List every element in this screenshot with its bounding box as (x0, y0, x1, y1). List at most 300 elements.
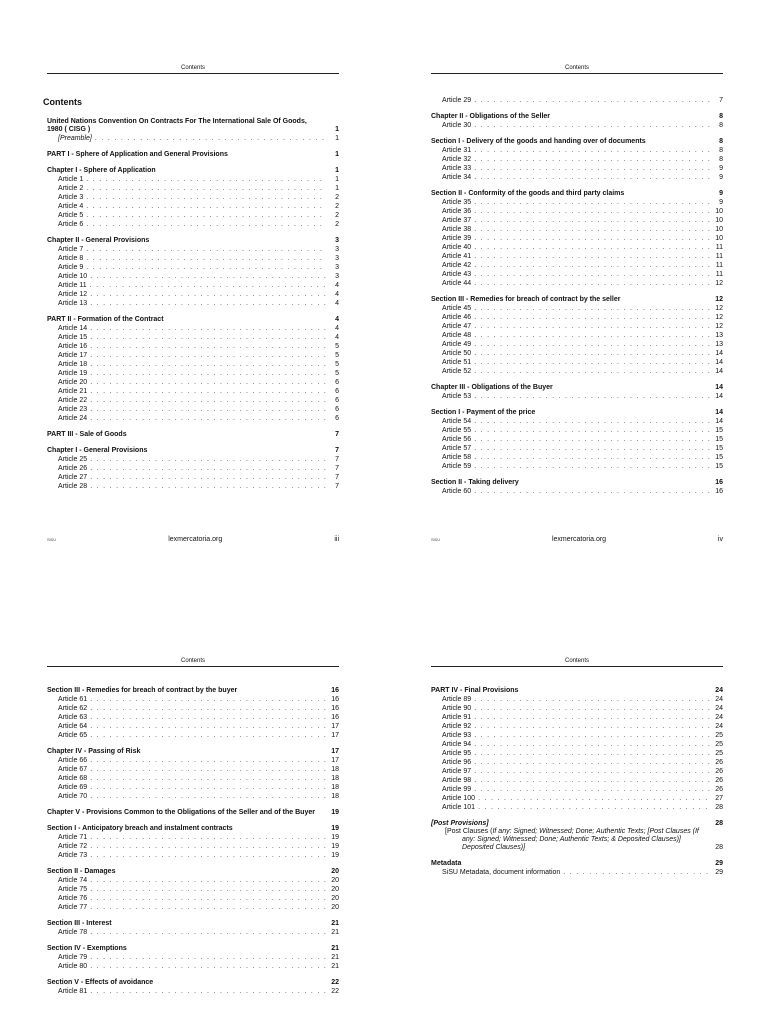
entry-page-number: 21 (331, 954, 339, 961)
section-title: PART III - Sale of Goods (47, 431, 127, 438)
toc-entry[interactable] (431, 435, 723, 444)
entry-label: Article 39 (442, 235, 472, 242)
entry-label: Article 65 (58, 732, 88, 739)
entry-page-number: 20 (331, 895, 339, 902)
dot-leader (474, 304, 710, 313)
entry-page-number: 1 (335, 185, 339, 192)
contents-title: Contents (43, 97, 82, 107)
toc-entry[interactable] (47, 281, 339, 290)
toc-entry[interactable] (431, 198, 723, 207)
toc-entry[interactable] (431, 304, 723, 313)
toc-entry[interactable] (47, 756, 339, 765)
dot-leader (90, 378, 326, 387)
entry-page-number: 11 (715, 271, 723, 278)
entry-page-number: 24 (715, 696, 723, 703)
entry-page-number: 15 (715, 445, 723, 452)
toc-entry[interactable] (431, 794, 723, 803)
toc-entry[interactable] (431, 261, 723, 270)
header-rule (431, 666, 723, 667)
entry-label-part: Deposited Clauses)] (462, 844, 526, 851)
entry-label: Article 5 (58, 212, 84, 219)
dot-leader (474, 453, 710, 462)
toc-entry[interactable] (47, 962, 339, 971)
entry-page-number: 16 (715, 488, 723, 495)
toc-entry[interactable] (431, 164, 723, 173)
dot-leader (90, 713, 326, 722)
toc-body (431, 96, 723, 496)
toc-section (47, 748, 339, 801)
footer-sisu-mark: SiSU (47, 537, 57, 542)
entry-page-number: 24 (715, 705, 723, 712)
toc-section (47, 167, 339, 229)
entry-page-number: 7 (719, 97, 723, 104)
toc-section-heading[interactable] (47, 151, 339, 159)
section-title: Chapter I - Sphere of Application (47, 167, 156, 174)
entry-page-number: 24 (715, 723, 723, 730)
entry-page-number: 25 (715, 750, 723, 757)
entry-page-number: 18 (331, 793, 339, 800)
entry-label: Article 60 (442, 488, 472, 495)
toc-entry[interactable] (47, 987, 339, 996)
toc-section-heading[interactable] (431, 138, 723, 146)
toc-entry[interactable] (431, 713, 723, 722)
toc-entry[interactable] (431, 731, 723, 740)
entry-page-number: 12 (715, 305, 723, 312)
dot-leader (474, 146, 710, 155)
toc-entry[interactable] (431, 776, 723, 785)
toc-entry[interactable] (47, 405, 339, 414)
toc-section-heading[interactable] (431, 384, 723, 392)
toc-entry[interactable] (47, 193, 339, 202)
toc-entry[interactable] (47, 774, 339, 783)
toc-entry[interactable] (431, 453, 723, 462)
entry-page-number: 5 (335, 352, 339, 359)
entry-page-number: 8 (719, 156, 723, 163)
toc-entry[interactable] (431, 785, 723, 794)
toc-entry[interactable] (431, 487, 723, 496)
section-page-number: 1 (335, 126, 339, 133)
entry-page-number: 3 (335, 273, 339, 280)
toc-entry[interactable] (431, 313, 723, 322)
toc-entry[interactable] (47, 455, 339, 464)
entry-label: Article 78 (58, 929, 88, 936)
toc-section-heading[interactable] (431, 820, 723, 828)
toc-entry[interactable] (431, 243, 723, 252)
entry-page-number: 1 (335, 176, 339, 183)
entry-label: Article 11 (58, 282, 87, 289)
toc-section-heading[interactable] (431, 409, 723, 417)
toc-entry[interactable] (47, 175, 339, 184)
dot-leader (474, 96, 710, 105)
entry-page-number: 1 (335, 135, 339, 142)
entry-page-number: 20 (331, 904, 339, 911)
toc-section (47, 809, 339, 817)
toc-section (431, 409, 723, 471)
toc-section (431, 190, 723, 288)
toc-section-heading[interactable] (47, 687, 339, 695)
entry-page-number: 7 (335, 456, 339, 463)
entry-label: Article 28 (58, 483, 88, 490)
toc-entry[interactable] (431, 121, 723, 130)
dot-leader (474, 349, 710, 358)
section-title: Section III - Remedies for breach of contract by the seller (431, 296, 621, 303)
entry-label: Article 32 (442, 156, 472, 163)
toc-entry[interactable] (431, 216, 723, 225)
section-page-number: 21 (331, 920, 339, 927)
toc-section-heading[interactable] (431, 190, 723, 198)
entry-page-number: 13 (715, 332, 723, 339)
dot-leader (474, 243, 710, 252)
entry-page-number: 12 (715, 280, 723, 287)
toc-entry[interactable] (431, 252, 723, 261)
entry-page-number: 17 (331, 757, 339, 764)
toc-entry[interactable] (431, 322, 723, 331)
toc-entry[interactable] (47, 396, 339, 405)
toc-entry[interactable] (47, 464, 339, 473)
toc-entry[interactable] (47, 731, 339, 740)
section-page-number: 19 (331, 825, 339, 832)
dot-leader (474, 252, 710, 261)
entry-label: Article 24 (58, 415, 88, 422)
entry-page-number: 7 (335, 465, 339, 472)
dot-leader (474, 121, 710, 130)
dot-leader (90, 299, 326, 308)
dot-leader (90, 756, 326, 765)
dot-leader (474, 767, 710, 776)
dot-leader (90, 281, 326, 290)
footer-site[interactable]: lexmercatoria.org (551, 536, 607, 543)
entry-page-number: 5 (335, 343, 339, 350)
toc-entry[interactable] (47, 342, 339, 351)
entry-label: Article 25 (58, 456, 88, 463)
entry-page-number: 19 (331, 843, 339, 850)
entry-label: Article 44 (442, 280, 472, 287)
dot-leader (90, 272, 326, 281)
toc-section (47, 237, 339, 308)
toc-section (431, 479, 723, 496)
entry-label: Article 9 (58, 264, 84, 271)
dot-leader (90, 290, 326, 299)
entry-page-number: 14 (715, 350, 723, 357)
toc-entry[interactable] (431, 358, 723, 367)
entry-page-number: 14 (715, 393, 723, 400)
toc-entry[interactable] (431, 749, 723, 758)
dot-leader (90, 833, 326, 842)
entry-label: Article 93 (442, 732, 472, 739)
toc-entry[interactable] (431, 270, 723, 279)
toc-entry[interactable] (47, 202, 339, 211)
toc-entry[interactable] (431, 225, 723, 234)
section-page-number: 9 (719, 190, 723, 197)
section-page-number: 4 (335, 316, 339, 323)
toc-entry[interactable] (47, 722, 339, 731)
dot-leader (90, 792, 326, 801)
toc-entry[interactable] (431, 349, 723, 358)
entry-label: Article 27 (58, 474, 88, 481)
dot-leader (90, 903, 326, 912)
dot-leader (474, 487, 710, 496)
toc-section-heading[interactable] (47, 167, 339, 175)
dot-leader (474, 173, 710, 182)
toc-entry[interactable] (47, 928, 339, 937)
toc-entry[interactable] (431, 279, 723, 288)
toc-entry[interactable] (431, 331, 723, 340)
toc-entry[interactable] (47, 351, 339, 360)
section-page-number: 12 (715, 296, 723, 303)
entry-page-number: 14 (715, 359, 723, 366)
entry-page-number: 4 (335, 282, 339, 289)
entry-label: Article 40 (442, 244, 472, 251)
section-title: PART II - Formation of the Contract (47, 316, 164, 323)
toc-entry[interactable] (47, 876, 339, 885)
toc-entry[interactable] (431, 340, 723, 349)
toc-entry[interactable] (431, 704, 723, 713)
toc-entry[interactable] (431, 740, 723, 749)
dot-leader (474, 279, 710, 288)
entry-label: Article 1 (58, 176, 84, 183)
toc-section-heading[interactable] (431, 479, 723, 487)
entry-label: Article 37 (442, 217, 472, 224)
toc-entry[interactable] (47, 324, 339, 333)
entry-label: Article 72 (58, 843, 88, 850)
toc-entry[interactable] (431, 695, 723, 704)
entry-label: Article 18 (58, 361, 88, 368)
section-title: PART IV - Final Provisions (431, 687, 519, 694)
entry-label: Article 34 (442, 174, 472, 181)
dot-leader (474, 731, 710, 740)
toc-entry[interactable] (431, 96, 723, 105)
toc-entry[interactable] (47, 211, 339, 220)
toc-entry[interactable] (47, 387, 339, 396)
section-title: Section II - Taking delivery (431, 479, 519, 486)
section-page-number: 17 (331, 748, 339, 755)
entry-page-number: 6 (335, 415, 339, 422)
dot-leader (474, 155, 710, 164)
section-page-number: 16 (715, 479, 723, 486)
dot-leader (90, 369, 326, 378)
toc-section (47, 447, 339, 491)
toc-entry[interactable] (47, 885, 339, 894)
entry-label: Article 101 (442, 804, 476, 811)
toc-entry[interactable] (47, 473, 339, 482)
dot-leader (474, 234, 710, 243)
dot-leader (86, 220, 326, 229)
section-title: [Post Provisions] (431, 820, 489, 827)
toc-section-heading[interactable] (47, 431, 339, 439)
toc-entry-post-clauses[interactable] (431, 828, 723, 852)
toc-entry[interactable] (47, 713, 339, 722)
entry-page-number: 7 (335, 483, 339, 490)
toc-entry[interactable] (47, 833, 339, 842)
toc-entry[interactable] (431, 444, 723, 453)
dot-leader (474, 695, 710, 704)
entry-page-number: 25 (715, 732, 723, 739)
toc-entry[interactable] (47, 220, 339, 229)
dot-leader (563, 868, 710, 877)
entry-page-number: 11 (715, 253, 723, 260)
entry-label: Article 69 (58, 784, 88, 791)
entry-page-number: 9 (719, 174, 723, 181)
toc-section-heading[interactable] (47, 945, 339, 953)
section-page-number: 14 (715, 384, 723, 391)
entry-label: Article 12 (58, 291, 88, 298)
entry-label: Article 64 (58, 723, 88, 730)
toc-entry[interactable] (47, 263, 339, 272)
entry-label: Article 21 (58, 388, 88, 395)
section-title: Chapter III - Obligations of the Buyer (431, 384, 553, 391)
toc-section-heading[interactable] (431, 687, 723, 695)
toc-entry[interactable] (431, 155, 723, 164)
toc-section (47, 979, 339, 996)
dot-leader (90, 405, 326, 414)
entry-page-number: 16 (331, 696, 339, 703)
footer-site[interactable]: lexmercatoria.org (168, 536, 223, 543)
toc-entry[interactable] (47, 792, 339, 801)
toc-entry[interactable] (47, 369, 339, 378)
section-title: Section II - Damages (47, 868, 116, 875)
entry-page-number: 2 (335, 221, 339, 228)
section-title: Chapter IV - Passing of Risk (47, 748, 141, 755)
entry-page-number: 25 (715, 741, 723, 748)
toc-entry[interactable] (47, 299, 339, 308)
entry-label: Article 46 (442, 314, 472, 321)
toc-entry[interactable] (47, 290, 339, 299)
toc-section (431, 687, 723, 812)
toc-entry[interactable] (47, 953, 339, 962)
toc-entry[interactable] (47, 903, 339, 912)
dot-leader (90, 333, 326, 342)
entry-label: Article 91 (442, 714, 472, 721)
toc-entry[interactable] (431, 207, 723, 216)
toc-entry[interactable] (431, 367, 723, 376)
entry-label-part: If any: Signed; Witnessed; Done; Authentic Texts; [Post Clauses (If any: Signed; Witnessed; Done; Authentic Texts; & Deposited Clauses)] (462, 828, 699, 843)
section-page-number: 28 (715, 820, 723, 827)
dot-leader (90, 342, 326, 351)
toc-section-heading[interactable] (47, 748, 339, 756)
toc-entry[interactable] (47, 851, 339, 860)
entry-page-number: 15 (715, 454, 723, 461)
toc-entry[interactable] (47, 254, 339, 263)
section-page-number: 1 (335, 151, 339, 158)
toc-section (431, 384, 723, 401)
entry-label: Article 4 (58, 203, 84, 210)
section-title: United Nations Convention On Contracts For The International Sale Of Goods, 1980 ( CISG ) (47, 118, 307, 133)
toc-entry[interactable] (431, 767, 723, 776)
entry-label: Article 22 (58, 397, 88, 404)
section-title: Chapter I - General Provisions (47, 447, 148, 454)
toc-entry[interactable] (47, 414, 339, 423)
entry-page-number: 13 (715, 341, 723, 348)
dot-leader (86, 254, 326, 263)
entry-page-number: 10 (715, 208, 723, 215)
toc-entry[interactable] (431, 462, 723, 471)
toc-section-heading[interactable] (431, 113, 723, 121)
toc-entry[interactable] (431, 803, 723, 812)
toc-entry[interactable] (47, 378, 339, 387)
toc-section-heading[interactable] (47, 316, 339, 324)
dot-leader (90, 464, 326, 473)
entry-label: Article 54 (442, 418, 472, 425)
entry-label: Article 17 (58, 352, 88, 359)
toc-section-heading[interactable] (47, 118, 339, 134)
toc-section-heading[interactable] (431, 860, 723, 868)
toc-entry[interactable] (431, 868, 723, 877)
dot-leader (90, 396, 326, 405)
entry-label: Article 10 (58, 273, 88, 280)
dot-leader (86, 245, 326, 254)
entry-label: Article 66 (58, 757, 88, 764)
toc-entry[interactable] (47, 360, 339, 369)
section-title: Chapter II - General Provisions (47, 237, 150, 244)
toc-entry[interactable] (431, 426, 723, 435)
entry-label: Article 6 (58, 221, 84, 228)
running-head: Contents (180, 658, 205, 664)
toc-page-iii (43, 64, 339, 543)
entry-label: Article 7 (58, 246, 84, 253)
toc-entry[interactable] (431, 173, 723, 182)
dot-leader (90, 953, 326, 962)
toc-body (43, 96, 339, 491)
dot-leader (90, 885, 326, 894)
toc-entry[interactable] (47, 704, 339, 713)
dot-leader (90, 731, 326, 740)
entry-label: Article 23 (58, 406, 88, 413)
toc-section-heading[interactable] (47, 237, 339, 245)
toc-entry[interactable] (47, 184, 339, 193)
toc-entry[interactable] (47, 333, 339, 342)
toc-entry[interactable] (431, 722, 723, 731)
section-page-number: 22 (331, 979, 339, 986)
toc-section-heading[interactable] (431, 296, 723, 304)
entry-label: Article 43 (442, 271, 472, 278)
toc-entry[interactable] (431, 417, 723, 426)
toc-section (47, 945, 339, 971)
entry-label: SiSU Metadata, document information (442, 869, 561, 876)
entry-label: Article 79 (58, 954, 88, 961)
toc-entry[interactable] (47, 482, 339, 491)
toc-entry[interactable] (431, 146, 723, 155)
toc-section-heading[interactable] (47, 868, 339, 876)
toc-entry[interactable] (47, 783, 339, 792)
dot-leader (90, 695, 326, 704)
toc-entry[interactable] (47, 765, 339, 774)
toc-entry[interactable] (47, 134, 339, 143)
entry-label: Article 13 (58, 300, 88, 307)
toc-section-heading[interactable] (47, 447, 339, 455)
toc-section-heading[interactable] (47, 809, 339, 817)
entry-page-number: 26 (715, 768, 723, 775)
toc-entry[interactable] (47, 842, 339, 851)
entry-page-number: 15 (715, 463, 723, 470)
toc-section-heading[interactable] (47, 825, 339, 833)
toc-section-heading[interactable] (47, 920, 339, 928)
entry-label: Article 15 (58, 334, 88, 341)
dot-leader (474, 261, 710, 270)
toc-section-heading[interactable] (47, 979, 339, 987)
dot-leader (474, 776, 710, 785)
entry-page-number: 3 (335, 264, 339, 271)
toc-entry[interactable] (431, 234, 723, 243)
toc-entry[interactable] (47, 695, 339, 704)
toc-entry[interactable] (431, 392, 723, 401)
running-head: Contents (564, 658, 589, 664)
toc-entry[interactable] (47, 272, 339, 281)
section-title: Section II - Conformity of the goods and third party claims (431, 190, 625, 197)
toc-entry[interactable] (47, 245, 339, 254)
toc-entry[interactable] (47, 894, 339, 903)
toc-entry[interactable] (431, 758, 723, 767)
entry-page-number: 6 (335, 388, 339, 395)
